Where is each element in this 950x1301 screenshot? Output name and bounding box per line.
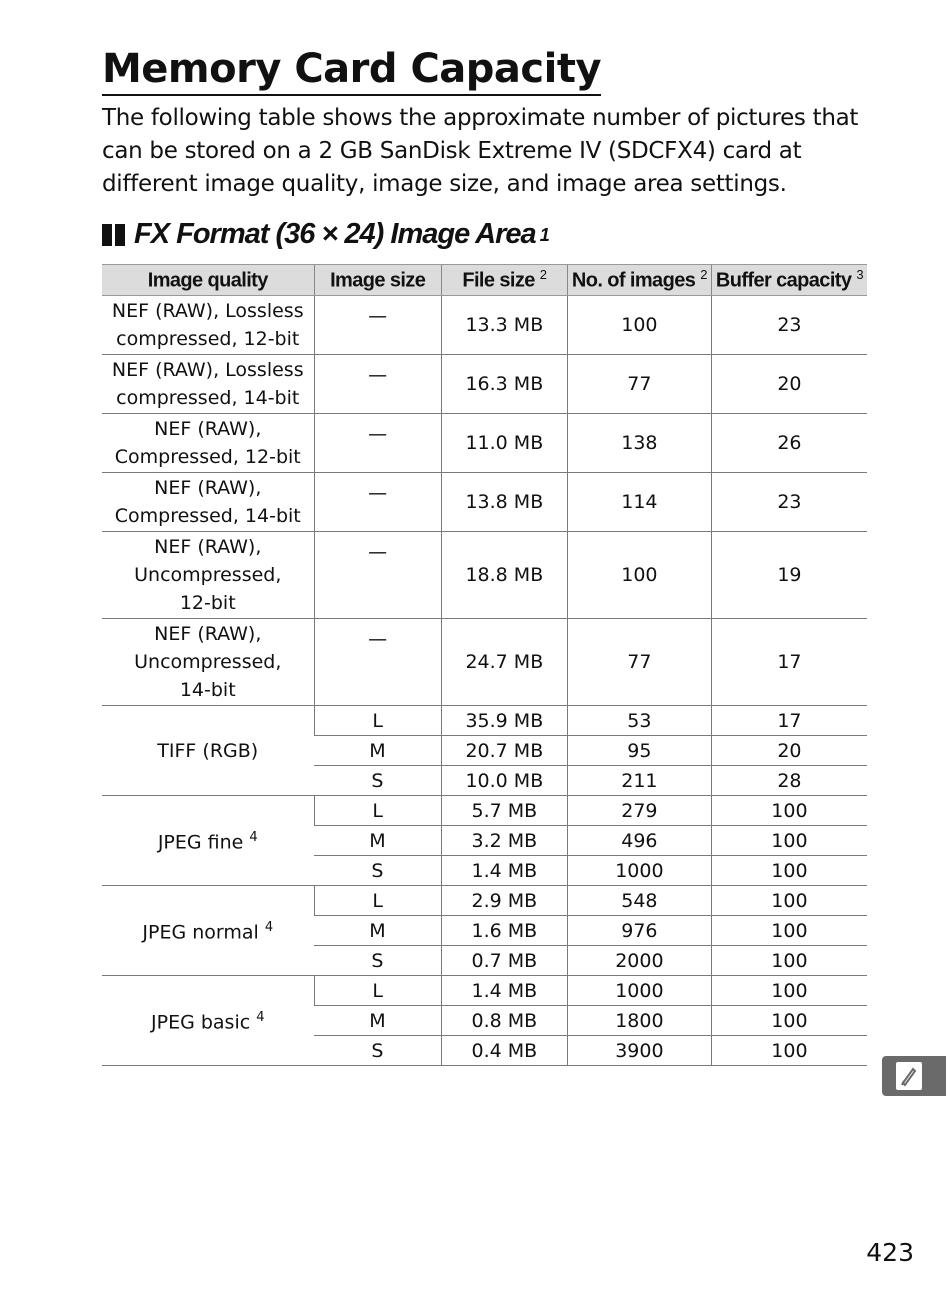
image-quality-label: NEF (RAW), Compressed, 12-bit	[114, 418, 301, 468]
table-row	[102, 886, 867, 916]
pencil-note-icon	[896, 1062, 922, 1090]
cell-image-quality	[102, 976, 314, 1066]
cell-image-quality	[102, 886, 314, 976]
cell-image-quality	[102, 619, 314, 706]
cell-image-size: M	[314, 826, 441, 856]
cell-buffer-capacity: 100	[711, 1036, 867, 1066]
cell-no-of-images: 114	[567, 473, 711, 532]
section-marker-icon	[102, 224, 126, 246]
cell-buffer-capacity: 19	[711, 532, 867, 619]
header-image-quality	[102, 265, 314, 296]
header-note: 2	[539, 267, 547, 283]
cell-buffer-capacity: 100	[711, 886, 867, 916]
image-quality-label: NEF (RAW), Compressed, 14-bit	[114, 477, 301, 527]
cell-no-of-images: 53	[567, 706, 711, 736]
cell-buffer-capacity: 28	[711, 766, 867, 796]
cell-buffer-capacity: 100	[711, 826, 867, 856]
cell-no-of-images: 211	[567, 766, 711, 796]
cell-buffer-capacity: 100	[711, 1006, 867, 1036]
table-header-row	[102, 265, 867, 296]
cell-image-size: —	[314, 296, 441, 355]
cell-no-of-images: 77	[567, 619, 711, 706]
cell-buffer-capacity: 100	[711, 946, 867, 976]
cell-image-quality	[102, 473, 314, 532]
cell-file-size: 1.4 MB	[441, 856, 567, 886]
table-row	[102, 473, 867, 532]
image-quality-label: NEF (RAW), Uncompressed, 14-bit	[134, 623, 282, 701]
cell-image-quality	[102, 355, 314, 414]
cell-buffer-capacity: 23	[711, 473, 867, 532]
image-quality-label: JPEG basic	[151, 1011, 251, 1034]
cell-file-size: 10.0 MB	[441, 766, 567, 796]
cell-file-size: 35.9 MB	[441, 706, 567, 736]
page-number: 423	[866, 1238, 914, 1267]
cell-image-quality	[102, 296, 314, 355]
cell-file-size: 1.4 MB	[441, 976, 567, 1006]
cell-buffer-capacity: 26	[711, 414, 867, 473]
cell-no-of-images: 138	[567, 414, 711, 473]
section-heading: FX Format (36 × 24) Image Area 1	[102, 218, 549, 251]
table-row	[102, 414, 867, 473]
cell-image-size: L	[314, 706, 441, 736]
header-label: Image quality	[147, 269, 268, 292]
cell-buffer-capacity: 17	[711, 706, 867, 736]
cell-buffer-capacity: 100	[711, 856, 867, 886]
table-row	[102, 355, 867, 414]
header-note: 2	[700, 267, 707, 283]
cell-no-of-images: 95	[567, 736, 711, 766]
header-label: Buffer capacity	[715, 269, 852, 292]
cell-image-quality	[102, 414, 314, 473]
cell-image-size: M	[314, 916, 441, 946]
cell-file-size: 2.9 MB	[441, 886, 567, 916]
cell-image-size: S	[314, 766, 441, 796]
table-body	[102, 296, 867, 1066]
cell-image-size: S	[314, 946, 441, 976]
cell-image-size: —	[314, 355, 441, 414]
table-row	[102, 296, 867, 355]
cell-file-size: 13.3 MB	[441, 296, 567, 355]
cell-file-size: 13.8 MB	[441, 473, 567, 532]
footnote-ref: 4	[256, 1010, 265, 1026]
header-buffer-capacity	[711, 265, 867, 296]
footnote-ref: 4	[264, 920, 274, 936]
image-quality-label: JPEG normal	[142, 921, 259, 944]
image-quality-label: TIFF (RGB)	[157, 739, 259, 762]
table-row	[102, 532, 867, 619]
cell-file-size: 3.2 MB	[441, 826, 567, 856]
cell-file-size: 0.8 MB	[441, 1006, 567, 1036]
cell-image-quality	[102, 706, 314, 796]
cell-image-size: S	[314, 856, 441, 886]
section-heading-text: FX Format (36 × 24) Image Area	[134, 218, 536, 250]
cell-no-of-images: 1800	[567, 1006, 711, 1036]
header-image-size	[314, 265, 441, 296]
image-quality-label: JPEG fine	[157, 831, 244, 854]
cell-buffer-capacity: 20	[711, 736, 867, 766]
cell-buffer-capacity: 20	[711, 355, 867, 414]
cell-buffer-capacity: 100	[711, 976, 867, 1006]
header-label: File size	[462, 269, 535, 292]
cell-file-size: 16.3 MB	[441, 355, 567, 414]
header-label: Image size	[330, 269, 426, 292]
cell-image-size: —	[314, 414, 441, 473]
section-side-tab[interactable]	[882, 1056, 946, 1096]
cell-no-of-images: 3900	[567, 1036, 711, 1066]
cell-no-of-images: 548	[567, 886, 711, 916]
header-file-size	[441, 265, 567, 296]
table-row	[102, 706, 867, 736]
cell-no-of-images: 1000	[567, 856, 711, 886]
cell-buffer-capacity: 100	[711, 796, 867, 826]
cell-image-size: S	[314, 1036, 441, 1066]
intro-paragraph: The following table shows the approximate number of pictures that can be stored on a 2 GB SanDisk Extreme IV (SDCFX4) card at different image quality, image size, and image area settings.	[102, 105, 859, 197]
table-row	[102, 619, 867, 706]
cell-file-size: 18.8 MB	[441, 532, 567, 619]
cell-image-size: L	[314, 976, 441, 1006]
cell-file-size: 5.7 MB	[441, 796, 567, 826]
cell-file-size: 20.7 MB	[441, 736, 567, 766]
cell-image-quality	[102, 796, 314, 886]
cell-image-size: M	[314, 1006, 441, 1036]
cell-no-of-images: 976	[567, 916, 711, 946]
cell-buffer-capacity: 23	[711, 296, 867, 355]
cell-file-size: 11.0 MB	[441, 414, 567, 473]
cell-no-of-images: 77	[567, 355, 711, 414]
cell-no-of-images: 279	[567, 796, 711, 826]
cell-image-size: M	[314, 736, 441, 766]
cell-no-of-images: 496	[567, 826, 711, 856]
capacity-table	[102, 264, 867, 1066]
cell-image-quality	[102, 532, 314, 619]
cell-file-size: 24.7 MB	[441, 619, 567, 706]
cell-image-size: —	[314, 532, 441, 619]
cell-no-of-images: 100	[567, 296, 711, 355]
footnote-ref: 4	[249, 830, 258, 846]
cell-image-size: L	[314, 886, 441, 916]
table-row	[102, 976, 867, 1006]
image-quality-label: NEF (RAW), Lossless compressed, 14-bit	[111, 359, 304, 409]
header-label: No. of images	[571, 269, 696, 292]
cell-image-size: —	[314, 473, 441, 532]
header-no-of-images	[567, 265, 711, 296]
cell-file-size: 0.7 MB	[441, 946, 567, 976]
cell-image-size: —	[314, 619, 441, 706]
page-title: Memory Card Capacity	[102, 46, 601, 96]
cell-no-of-images: 100	[567, 532, 711, 619]
cell-image-size: L	[314, 796, 441, 826]
cell-file-size: 0.4 MB	[441, 1036, 567, 1066]
image-quality-label: NEF (RAW), Uncompressed, 12-bit	[134, 536, 282, 614]
cell-buffer-capacity: 17	[711, 619, 867, 706]
header-note: 3	[856, 267, 863, 283]
cell-buffer-capacity: 100	[711, 916, 867, 946]
image-quality-label: NEF (RAW), Lossless compressed, 12-bit	[111, 300, 304, 350]
cell-file-size: 1.6 MB	[441, 916, 567, 946]
table-row	[102, 796, 867, 826]
cell-no-of-images: 1000	[567, 976, 711, 1006]
cell-no-of-images: 2000	[567, 946, 711, 976]
